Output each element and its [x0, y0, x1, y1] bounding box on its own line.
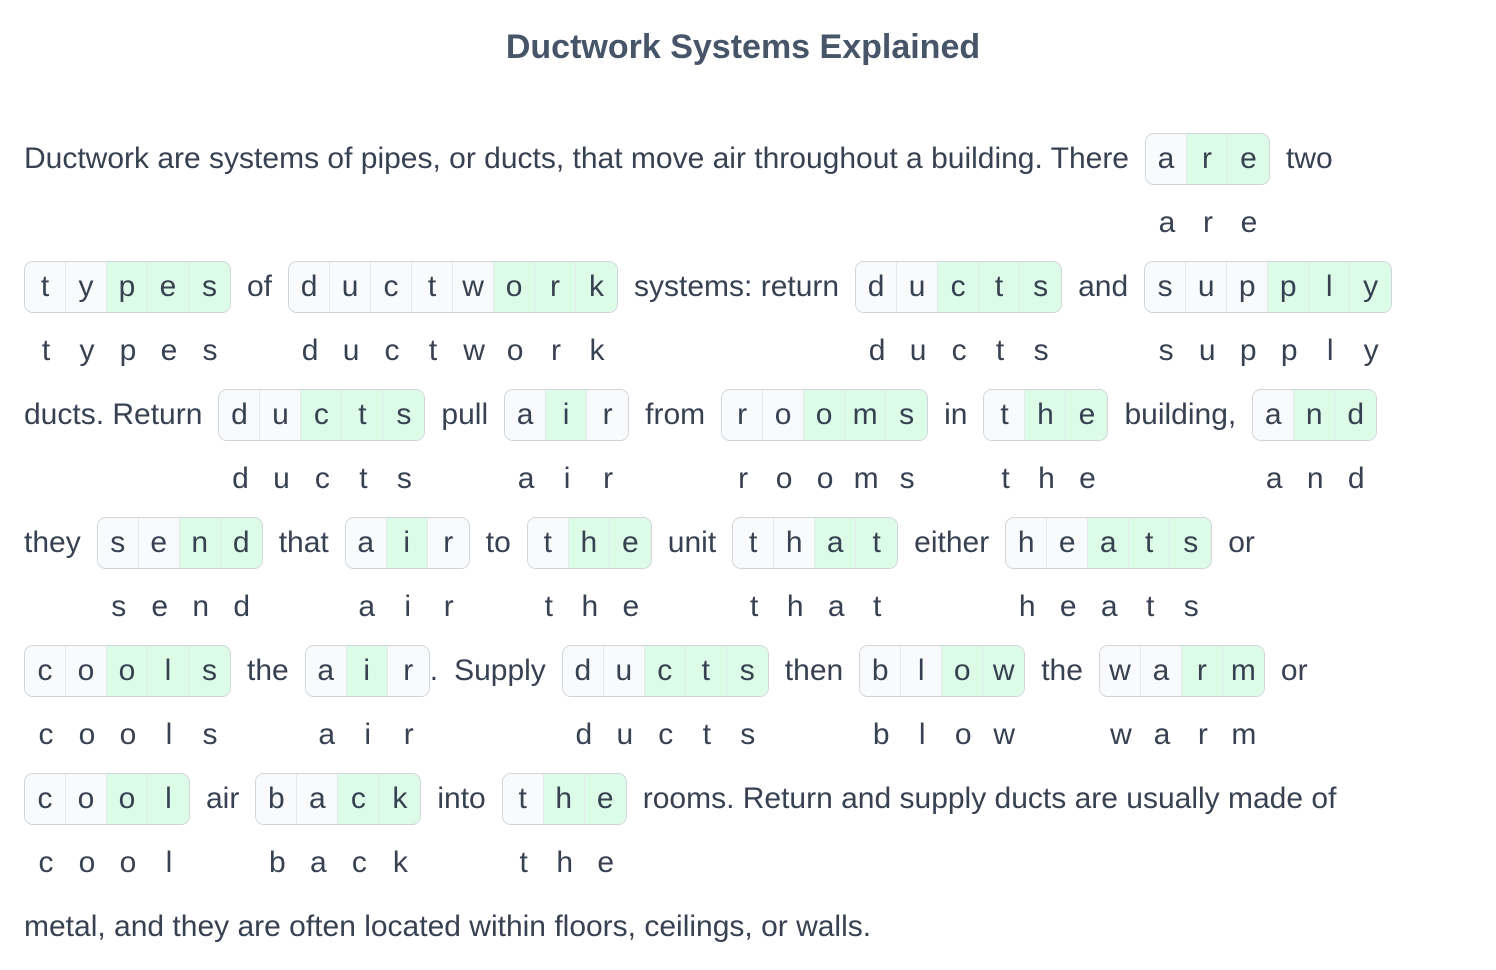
word-hint [503, 835, 626, 891]
word-hint [723, 451, 928, 507]
hint-letter: m [1231, 718, 1257, 751]
hint-letter: u [1198, 334, 1216, 367]
letter-input[interactable] [901, 646, 942, 696]
hint-letter: b [872, 718, 890, 751]
word-entry-cools [24, 645, 231, 697]
hint-letter: b [269, 846, 286, 879]
hint-letter: c [314, 462, 330, 495]
word-entry-back [255, 773, 421, 825]
word-entry-cool [24, 773, 190, 825]
letter-input[interactable] [180, 518, 221, 568]
hint-letter: a [517, 462, 535, 495]
passage-text: systems: return [634, 270, 840, 303]
hint-letter: m [853, 462, 879, 495]
word-hint [1147, 195, 1270, 251]
word-entry-the [502, 773, 627, 825]
hint-letter: l [1326, 334, 1334, 367]
hint-letter: a [358, 590, 376, 623]
letter-input[interactable] [1309, 262, 1350, 312]
passage-text: two [1286, 142, 1333, 175]
hint-letter: e [597, 846, 615, 879]
letter-input[interactable] [379, 774, 420, 824]
word-hint [734, 579, 898, 635]
letter-input[interactable] [845, 390, 886, 440]
passage-text: and [1078, 270, 1129, 303]
letter-input[interactable] [938, 262, 979, 312]
letter-input[interactable] [1129, 518, 1170, 568]
letter-input[interactable] [412, 262, 453, 312]
hint-letter: w [463, 334, 485, 367]
passage-text: either [914, 526, 990, 559]
hint-letter: o [954, 718, 972, 751]
hint-letter: o [775, 462, 793, 495]
hint-letter: n [1306, 462, 1324, 495]
hint-letter: o [506, 334, 524, 367]
letter-input[interactable] [804, 390, 845, 440]
hint-letter: t [995, 334, 1005, 367]
letter-input[interactable] [25, 774, 66, 824]
word-entry-the [983, 389, 1108, 441]
hint-letter: a [1100, 590, 1118, 623]
passage-line [24, 515, 1255, 571]
hint-letter: d [1347, 462, 1365, 495]
hint-letter: a [827, 590, 845, 623]
hint-letter: r [738, 462, 749, 495]
letter-input[interactable] [763, 390, 804, 440]
letter-input[interactable] [148, 262, 189, 312]
letter-input[interactable] [1170, 518, 1211, 568]
letter-input[interactable] [1268, 262, 1309, 312]
word-hint [857, 323, 1062, 379]
word-entry-air [345, 517, 470, 569]
hint-letter: e [151, 590, 169, 623]
word-hint [1100, 707, 1264, 763]
word-hint [290, 323, 618, 379]
letter-input[interactable] [535, 262, 576, 312]
hint-letter: s [202, 718, 218, 751]
hint-letter: l [918, 718, 926, 751]
letter-input[interactable] [306, 646, 347, 696]
letter-input[interactable] [733, 518, 774, 568]
letter-input[interactable] [1047, 518, 1088, 568]
hint-letter: c [38, 718, 54, 751]
letter-input[interactable] [342, 390, 383, 440]
hint-letter: t [1146, 590, 1155, 623]
passage-line [24, 259, 1392, 315]
word-entry-the [527, 517, 652, 569]
hint-letter: r [1197, 718, 1208, 751]
letter-input[interactable] [727, 646, 768, 696]
letter-input[interactable] [98, 518, 139, 568]
hint-letter: p [119, 334, 137, 367]
hint-letter: i [563, 462, 571, 495]
hint-letter: h [581, 590, 599, 623]
passage-text: rooms. Return and supply ducts are usually made of [642, 782, 1337, 815]
passage-line [24, 387, 1377, 443]
letter-input[interactable] [221, 518, 262, 568]
letter-input[interactable] [219, 390, 260, 440]
passage-line [24, 899, 871, 955]
letter-input[interactable] [107, 262, 148, 312]
hint-letter: r [443, 590, 454, 623]
hint-letter: u [909, 334, 927, 367]
hint-letter: r [1203, 206, 1213, 239]
hint-letter: e [622, 590, 640, 623]
passage-text: unit [667, 526, 717, 559]
letter-input[interactable] [585, 774, 626, 824]
hint-letter: s [1183, 590, 1199, 623]
letter-input[interactable] [1146, 134, 1187, 184]
passage-text: metal, and they are often located within floors, ceilings, or walls. [24, 910, 872, 943]
hint-letter: c [351, 846, 367, 879]
letter-input[interactable] [897, 262, 938, 312]
word-hint [257, 835, 421, 891]
letter-input[interactable] [774, 518, 815, 568]
hint-letter: t [519, 846, 528, 879]
hint-letter: t [750, 590, 759, 623]
hint-letter: o [816, 462, 834, 495]
word-entry-and [1252, 389, 1377, 441]
hint-letter: u [342, 334, 360, 367]
letter-input[interactable] [453, 262, 494, 312]
letter-input[interactable] [1006, 518, 1047, 568]
letter-input[interactable] [856, 262, 897, 312]
passage-text: air [206, 782, 240, 815]
passage-text: ducts. Return [24, 398, 203, 431]
hint-letter: d [233, 590, 251, 623]
hint-letter: d [232, 462, 249, 495]
word-hint [98, 579, 262, 635]
hint-letter: c [951, 334, 967, 367]
letter-input[interactable] [338, 774, 379, 824]
letter-input[interactable] [371, 262, 412, 312]
letter-input[interactable] [494, 262, 535, 312]
letter-input[interactable] [503, 774, 544, 824]
passage-text: the [247, 654, 289, 687]
passage-text: they [24, 526, 81, 559]
hint-letter: i [364, 718, 372, 751]
word-hint [528, 579, 651, 635]
letter-input[interactable] [569, 518, 610, 568]
word-entry-air [504, 389, 629, 441]
hint-letter: h [556, 846, 574, 879]
letter-input[interactable] [25, 646, 66, 696]
letter-input[interactable] [289, 262, 330, 312]
hint-letter: s [740, 718, 756, 751]
letter-input[interactable] [979, 262, 1020, 312]
hint-letter: r [551, 334, 562, 367]
hint-letter: r [403, 718, 414, 751]
hint-letter: o [78, 846, 96, 879]
letter-input[interactable] [346, 518, 387, 568]
letter-input[interactable] [66, 774, 107, 824]
letter-input[interactable] [1145, 262, 1186, 312]
hint-letter: e [1079, 462, 1096, 495]
hint-letter: a [1153, 718, 1171, 751]
letter-input[interactable] [1187, 134, 1228, 184]
word-hint [26, 323, 231, 379]
word-entry-send [97, 517, 263, 569]
hint-letter: a [310, 846, 327, 879]
hint-letter: n [192, 590, 210, 623]
word-entry-ductwork [288, 261, 618, 313]
word-entry-ducts [562, 645, 769, 697]
hint-letter: d [868, 334, 886, 367]
letter-input[interactable] [1335, 390, 1376, 440]
letter-input[interactable] [1228, 134, 1269, 184]
letter-input[interactable] [1141, 646, 1182, 696]
hint-letter: p [1239, 334, 1257, 367]
hint-letter: c [384, 334, 400, 367]
hint-letter: e [1059, 590, 1077, 623]
word-hint [1254, 451, 1377, 507]
hint-letter: i [404, 590, 412, 623]
letter-input[interactable] [330, 262, 371, 312]
hint-letter: h [1018, 590, 1036, 623]
letter-input[interactable] [645, 646, 686, 696]
word-hint [26, 707, 231, 763]
letter-input[interactable] [347, 646, 388, 696]
hint-letter: t [428, 334, 438, 367]
word-entry-air [305, 645, 430, 697]
word-hint [1146, 323, 1392, 379]
letter-input[interactable] [148, 646, 189, 696]
letter-input[interactable] [1182, 646, 1223, 696]
word-entry-that [732, 517, 898, 569]
hint-letter: w [1110, 718, 1132, 751]
hint-letter: s [396, 462, 412, 495]
word-hint [506, 451, 629, 507]
letter-input[interactable] [1350, 262, 1391, 312]
letter-input[interactable] [983, 646, 1024, 696]
letter-input[interactable] [25, 262, 66, 312]
word-entry-blow [859, 645, 1025, 697]
letter-input[interactable] [546, 390, 587, 440]
hint-letter: t [544, 590, 553, 623]
letter-input[interactable] [563, 646, 604, 696]
letter-input[interactable] [107, 646, 148, 696]
letter-input[interactable] [387, 518, 428, 568]
letter-input[interactable] [1223, 646, 1264, 696]
hint-letter: u [616, 718, 634, 751]
word-hint [26, 835, 190, 891]
hint-letter: l [165, 718, 173, 751]
hint-letter: s [1158, 334, 1174, 367]
hint-letter: s [899, 462, 915, 495]
letter-input[interactable] [604, 646, 645, 696]
word-hint [985, 451, 1108, 507]
hint-letter: c [658, 718, 674, 751]
passage-text: the [1041, 654, 1083, 687]
hint-letter: s [202, 334, 218, 367]
passage-text: that [278, 526, 329, 559]
letter-input[interactable] [860, 646, 901, 696]
letter-input[interactable] [1294, 390, 1335, 440]
letter-input[interactable] [815, 518, 856, 568]
passage-text: . [429, 654, 439, 687]
passage-text: or [1280, 654, 1308, 687]
hint-letter: s [111, 590, 127, 623]
hint-letter: t [702, 718, 711, 751]
letter-input[interactable] [1066, 390, 1107, 440]
letter-input[interactable] [301, 390, 342, 440]
word-entry-warm [1099, 645, 1265, 697]
hint-letter: r [603, 462, 614, 495]
word-entry-ducts [218, 389, 425, 441]
letter-input[interactable] [66, 262, 107, 312]
letter-input[interactable] [260, 390, 301, 440]
passage-text: Ductwork are systems of pipes, or ducts, that move air throughout a building. There [24, 142, 1129, 175]
letter-input[interactable] [428, 518, 469, 568]
letter-input[interactable] [505, 390, 546, 440]
letter-input[interactable] [576, 262, 617, 312]
hint-letter: w [993, 718, 1016, 751]
letter-input[interactable] [528, 518, 569, 568]
letter-input[interactable] [297, 774, 338, 824]
letter-input[interactable] [544, 774, 585, 824]
passage-line [24, 131, 1333, 187]
hint-letter: a [1265, 462, 1283, 495]
hint-letter: o [78, 718, 96, 751]
letter-input[interactable] [886, 390, 927, 440]
word-entry-types [24, 261, 231, 313]
word-hint [220, 451, 425, 507]
letter-input[interactable] [1020, 262, 1061, 312]
hint-letter: y [1363, 334, 1379, 367]
letter-input[interactable] [1100, 646, 1141, 696]
hint-letter: a [1158, 206, 1176, 239]
hint-letter: s [1033, 334, 1049, 367]
passage-text: in [944, 398, 968, 431]
hint-letter: o [119, 846, 137, 879]
hint-letter: d [575, 718, 593, 751]
passage-text: from [645, 398, 706, 431]
hint-letter: e [1240, 206, 1258, 239]
letter-input[interactable] [984, 390, 1025, 440]
hint-letter: p [1280, 334, 1298, 367]
hint-letter: t [359, 462, 368, 495]
passage-line [24, 643, 1308, 699]
letter-input[interactable] [610, 518, 651, 568]
page-title: Ductwork Systems Explained [505, 28, 981, 66]
letter-input[interactable] [1186, 262, 1227, 312]
word-hint [563, 707, 768, 763]
letter-input[interactable] [856, 518, 897, 568]
hint-letter: o [119, 718, 137, 751]
letter-input[interactable] [1025, 390, 1066, 440]
word-entry-ducts [855, 261, 1062, 313]
letter-input[interactable] [189, 646, 230, 696]
word-hint [861, 707, 1025, 763]
passage-text: to [485, 526, 511, 559]
letter-input[interactable] [107, 774, 148, 824]
hint-letter: t [1001, 462, 1010, 495]
word-entry-are [1145, 133, 1270, 185]
passage-text: or [1228, 526, 1255, 559]
word-entry-supply [1144, 261, 1392, 313]
passage-text: into [437, 782, 486, 815]
hint-letter: t [41, 334, 51, 367]
hint-letter: d [301, 334, 319, 367]
hint-letter: h [1038, 462, 1055, 495]
hint-letter: u [273, 462, 290, 495]
passage-text: then [784, 654, 844, 687]
passage-text: Supply [454, 654, 546, 687]
hint-letter: t [873, 590, 882, 623]
word-entry-heats [1005, 517, 1212, 569]
letter-input[interactable] [388, 646, 429, 696]
hint-letter: k [392, 846, 408, 879]
letter-input[interactable] [148, 774, 189, 824]
hint-letter: y [79, 334, 95, 367]
hint-letter: h [786, 590, 804, 623]
passage-text: building, [1124, 398, 1237, 431]
word-hint [306, 707, 429, 763]
hint-letter: e [160, 334, 178, 367]
letter-input[interactable] [942, 646, 983, 696]
letter-input[interactable] [1253, 390, 1294, 440]
letter-input[interactable] [1227, 262, 1268, 312]
passage-text: pull [441, 398, 489, 431]
hint-letter: k [589, 334, 605, 367]
letter-input[interactable] [66, 646, 107, 696]
letter-input[interactable] [587, 390, 628, 440]
letter-input[interactable] [189, 262, 230, 312]
hint-letter: l [165, 846, 173, 879]
letter-input[interactable] [686, 646, 727, 696]
word-entry-rooms [721, 389, 928, 441]
letter-input[interactable] [1088, 518, 1129, 568]
hint-letter: c [38, 846, 54, 879]
hint-letter: a [318, 718, 336, 751]
word-hint [1007, 579, 1212, 635]
letter-input[interactable] [722, 390, 763, 440]
letter-input[interactable] [139, 518, 180, 568]
passage-text: of [247, 270, 273, 303]
letter-input[interactable] [383, 390, 424, 440]
word-hint [346, 579, 469, 635]
letter-input[interactable] [256, 774, 297, 824]
passage-line [24, 771, 1336, 827]
